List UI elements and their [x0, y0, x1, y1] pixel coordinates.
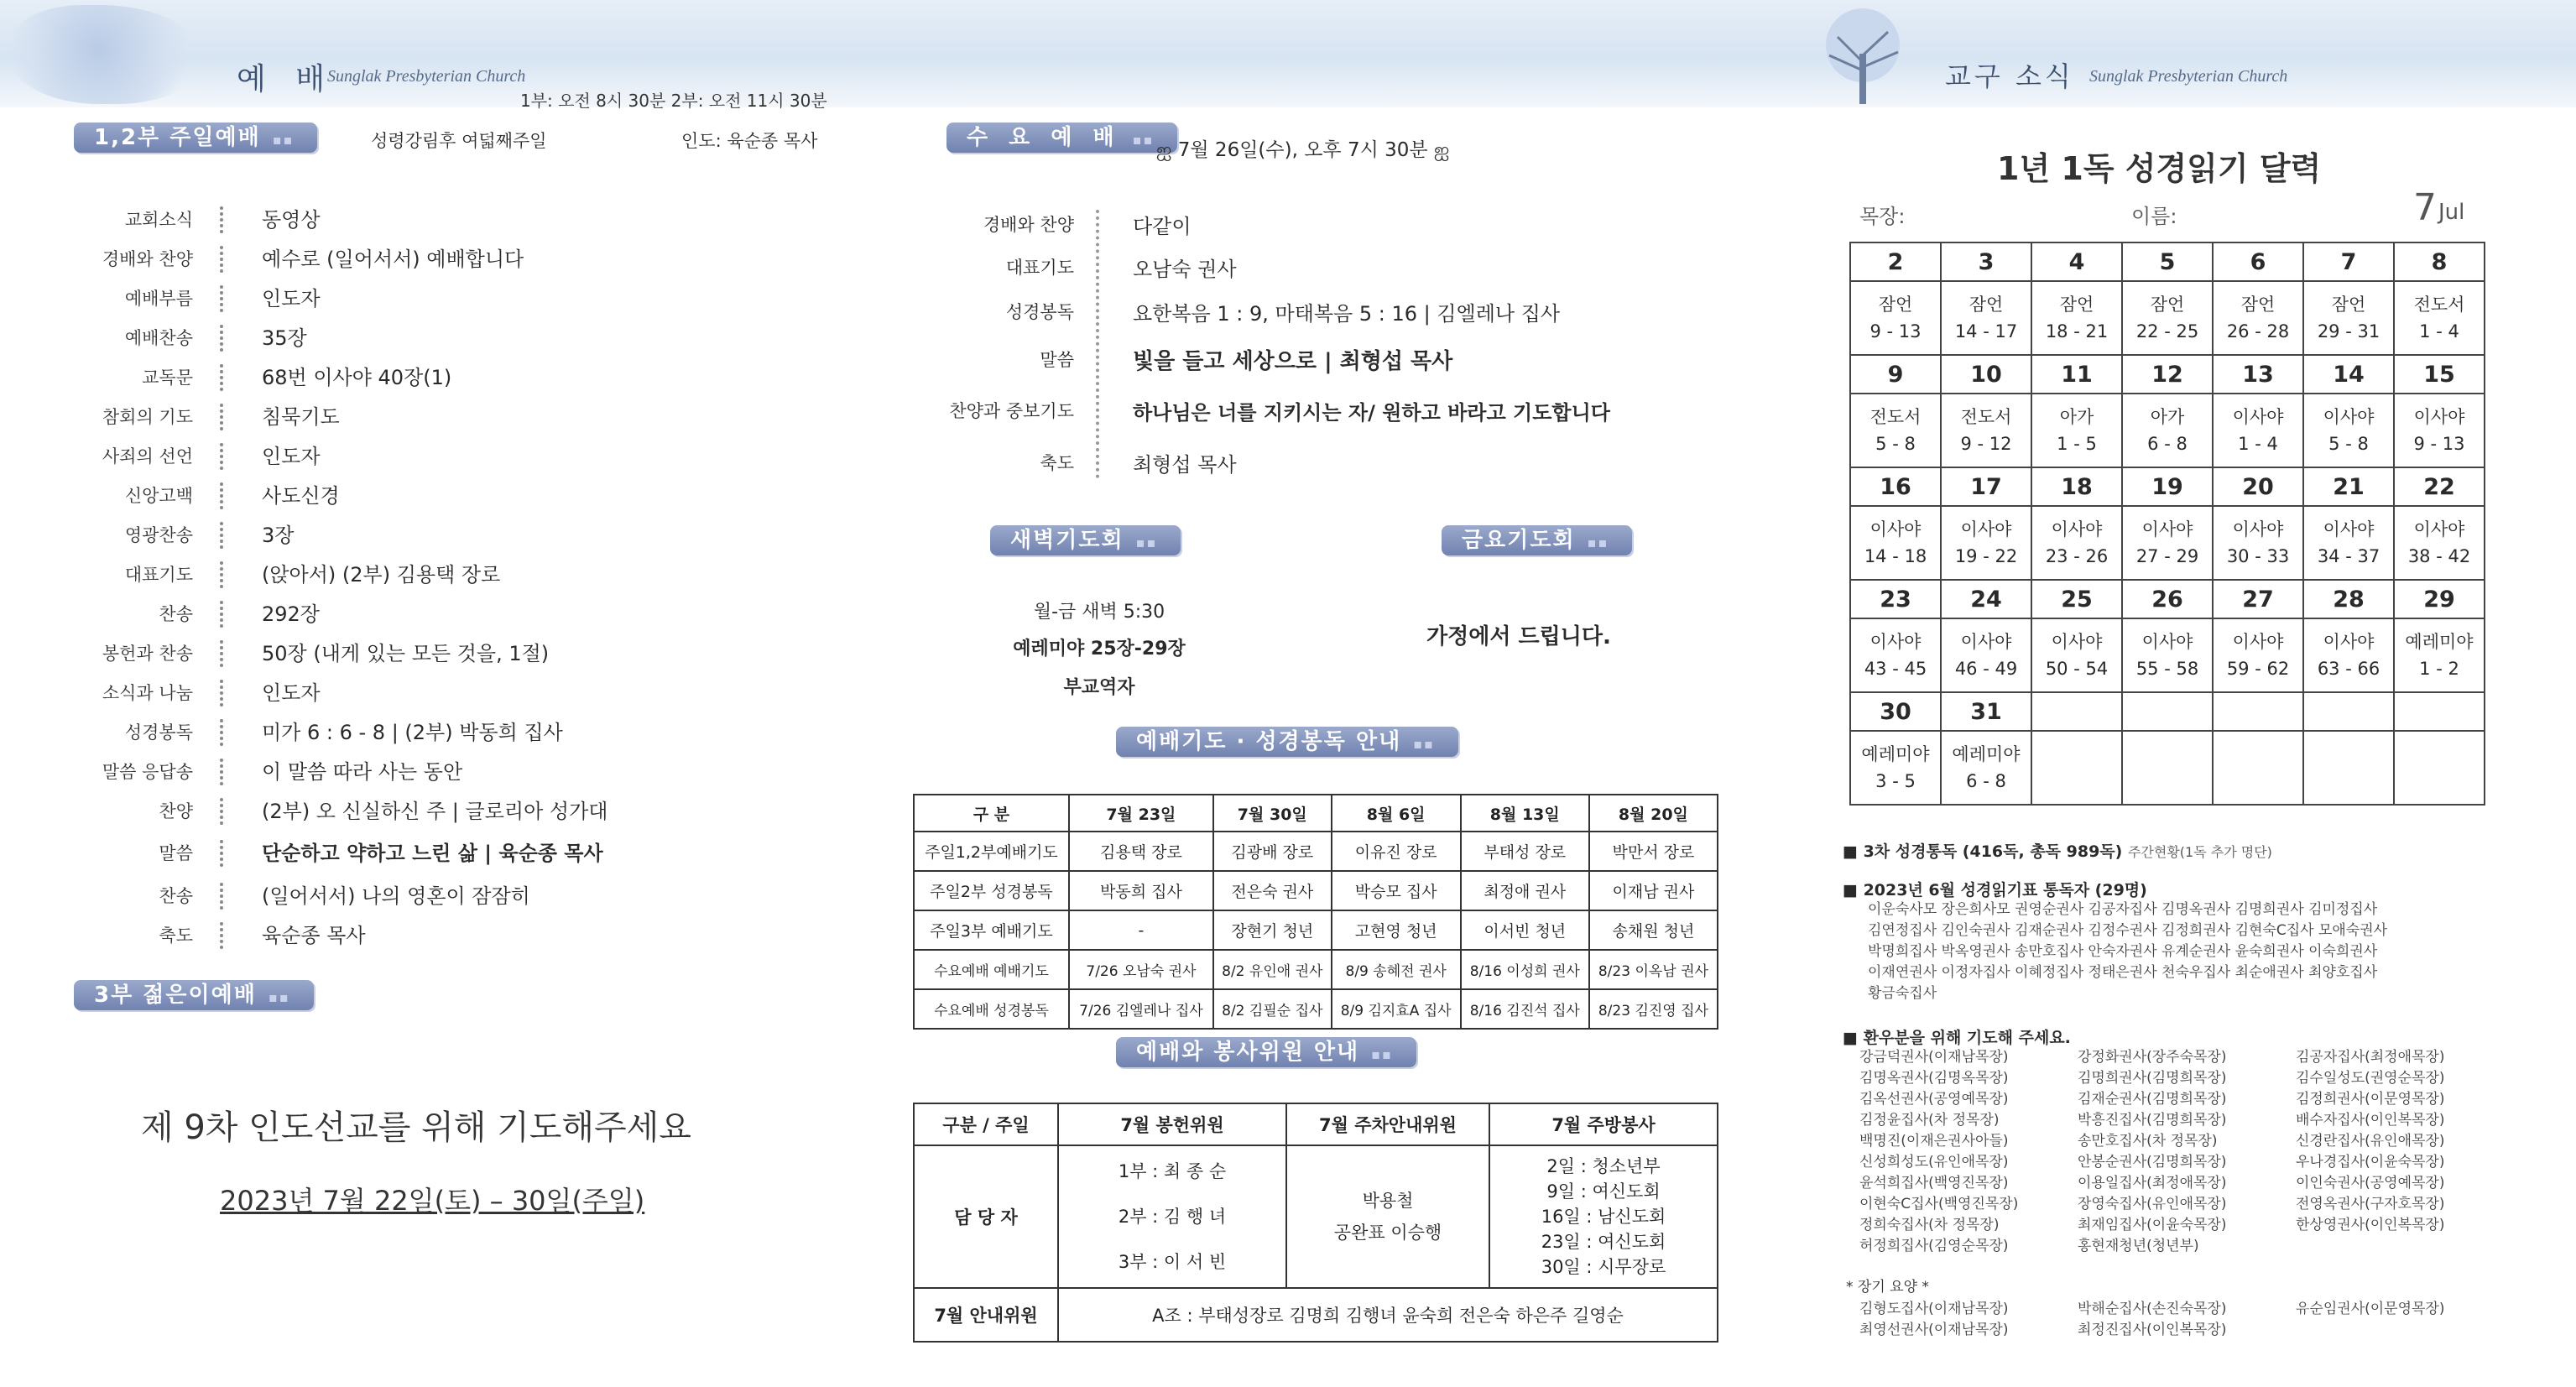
longterm-list: 김형도집사(이재남목장) 박해순집사(손진숙목장) 유순임권사(이문영목장) 최영선권사(이재남목장) 최정진집사(이인복목장) — [1859, 1301, 2445, 1338]
dawn-leader: 부교역자 — [1063, 677, 1135, 698]
order-item: 교독문 68번 이사야 40장(1) — [142, 366, 452, 389]
completion-list: 이운숙사모 장은희사모 권영순권사 김공자집사 김명옥권사 김명희권사 김미정집사 김연정집사 김인숙권사 김재순권사 김정수권사 김정희권사 김현숙C집사 모애숙권사 박명희집사 박옥영권사 송만호집사 안숙자권사 유계순권사 윤숙희권사 이숙희권사 이재연권사 이정자집사 이혜정집사 정태은권사 천숙우집사 최순애권사 최양호집사 황금숙집사 — [1868, 901, 2388, 1002]
dawn-time: 월-금 새벽 5:30 — [1033, 602, 1165, 623]
worship-section-title: 예 배 — [237, 62, 335, 96]
order-item: 찬양 (2부) 오 신실하신 주 | 글로리아 성가대 — [159, 800, 608, 823]
order-item: 경배와 찬양 예수로 (일어서서) 예배합니다 — [102, 248, 524, 271]
flower-illustration — [12, 5, 205, 104]
tree-illustration — [1804, 3, 1922, 106]
table-row: 수요예배 성경봉독 7/26 김엘레나 집사 8/2 김필순 집사 8/9 김지효A 집사 8/16 김진석 집사 8/23 김진영 집사 — [914, 989, 1718, 1029]
order-item: 교회소식 동영상 — [124, 208, 321, 232]
order-item: 참회의 기도 침묵기도 — [102, 405, 340, 429]
service-times: 1부: 오전 8시 30분 2부: 오전 11시 30분 — [520, 91, 827, 111]
table-row: 수요예배 예배기도 7/26 오남숙 권사 8/2 유인애 권사 8/9 송혜전 권사 8/16 이성희 권사 8/23 이옥남 권사 — [914, 950, 1718, 989]
order-item: 성경봉독 미가 6 : 6 - 8 | (2부) 박동희 집사 — [124, 721, 563, 744]
sunday-worship-badge: 1,2부 주일예배 ▪▪ — [74, 123, 317, 153]
order-item: 봉헌과 찬송 50장 (내게 있는 모든 것을, 1절) — [102, 642, 550, 665]
friday-prayer-badge: 금요기도회 ▪▪ — [1442, 525, 1632, 555]
order-item: 축도 육순종 목사 — [159, 924, 366, 947]
patients-title: ■ 환우분을 위해 기도해 주세요. — [1843, 1029, 2071, 1047]
month-name: Jul — [2438, 200, 2465, 225]
table-row: 주일1,2부예배기도 김용택 장로 김광배 장로 이유진 장로 부태성 장로 박만서 장로 — [914, 832, 1718, 871]
church-name-left: Sunglak Presbyterian Church — [327, 67, 526, 86]
wednesday-time: ஐ 7월 26일(수), 오후 7시 30분 ஐ — [1156, 139, 1450, 161]
volunteer-badge: 예배와 봉사위원 안내 ▪▪ — [1116, 1037, 1416, 1067]
mokjang-label: 목장: — [1859, 205, 1906, 228]
liturgical-season: 성령강림후 여덟째주일 — [371, 131, 547, 151]
order-item: 예배찬송 35장 — [124, 326, 307, 350]
worship-leader: 인도: 육순종 목사 — [681, 131, 818, 151]
table-row: 담 당 자 1부 : 최 종 순 2부 : 김 행 녀 3부 : 이 서 빈 박용철 공완표 이승행 2일 : 청소년부 9일 : 여신도회 16일 : 남신도회 23일 : 여신도회 30일 : 시무장로 — [914, 1145, 1718, 1288]
order-item: 말씀 응답송 이 말씀 따라 사는 동안 — [102, 760, 463, 784]
order-item: 영광찬송 3장 — [124, 524, 295, 547]
table-row: 주일3부 예배기도 - 장현기 청년 고현영 청년 이서빈 청년 송채원 청년 — [914, 910, 1718, 950]
order-item: 찬송 (일어서서) 나의 영혼이 잠잠히 — [159, 884, 530, 908]
mission-prayer-title: 제 9차 인도선교를 위해 기도해주세요 — [141, 1108, 691, 1147]
order-item: 신앙고백 사도신경 — [124, 484, 340, 508]
church-name-right: Sunglak Presbyterian Church — [2089, 67, 2288, 86]
youth-worship-badge: 3부 젊은이예배 ▪▪ — [74, 980, 314, 1010]
table-row: 주일2부 성경봉독 박동희 집사 전은숙 권사 박승모 집사 최정애 권사 이재남 권사 — [914, 871, 1718, 910]
prayer-schedule-table: 구 분 7월 23일 7월 30일 8월 6일 8월 13일 8월 20일 주일1,2부예배기도 김용택 장로 김광배 장로 이유진 장로 부태성 장로 박만서 장로 주일2부 성경봉독 박동희 집사 전은숙 권사 박승모 집사 최정애 권사 이재남 권사 주일3부 예배기도 - 장현기 청년 고현영 청년 이서빈 청년 송채원 청년 수요예배 예배기도 7/26 오남숙 권사 8/2 유인애 권사 8/9 송혜전 권사 8/16 이성희 권사 8/23 이옥남 권사 수요예배 성경봉독 7/26 김엘레나 집사 8/2 김필순 집사 8/9 김지효A 집사 8/16 김진석 집사 8/23 김진영 집사 — [913, 794, 1718, 1030]
table-row: 7월 안내위원 A조 : 부태성장로 김명희 김행녀 윤숙희 전은숙 하은주 길영순 — [914, 1288, 1718, 1342]
completion-title: ■ 2023년 6월 성경읽기표 통독자 (29명) — [1843, 881, 2147, 899]
wednesday-order-divider — [1096, 210, 1099, 478]
order-item: 소식과 나눔 인도자 — [102, 681, 321, 705]
reading-calendar: 2 3 4 5 6 7 8 잠언 9 - 13 잠언 14 - 17 잠언 18 - 21 잠언 22 - 25 잠언 26 - 28 잠언 29 - 31 전도서 1 - 4 9 10 11 12 13 14 15 전도서 5 - 8 전도서 9 - 12 아가 1 - 5 아가 6 - 8 이사야 1 - 4 이사야 5 - 8 이사야 9 - 13 16 17 18 19 20 21 22 이사야 14 - 18 이사야 19 - 22 이사야 23 - 26 이사야 27 - 29 이사야 30 - 33 이사야 34 - 37 이사야 38 - 42 23 24 25 26 27 28 29 이사야 43 - 45 이사야 46 - 49 이사야 50 - 54 이사야 55 - 58 이사야 59 - 62 이사야 63 - 66 예레미야 1 - 2 30 31 예레미야 3 - 5 예레미야 6 - 8 — [1849, 242, 2485, 806]
order-item: 찬송 292장 — [159, 602, 320, 626]
volunteer-table: 구분 / 주일 7월 봉헌위원 7월 주차안내위원 7월 주방봉사 담 당 자 1부 : 최 종 순 2부 : 김 행 녀 3부 : 이 서 빈 박용철 공완표 이승행 2일 : 청소년부 9일 : 여신도회 16일 : 남신도회 23일 : 여신도회 30일 : 시무장로 7월 안내위원 A조 : 부태성장로 김명희 김행녀 윤숙희 전은숙 하은주 길영순 — [913, 1103, 1718, 1343]
order-item: 대표기도 (앉아서) (2부) 김용택 장로 — [124, 563, 501, 587]
parish-news-title: 교구 소식 — [1945, 60, 2074, 92]
dawn-reading: 예레미야 25장-29장 — [1013, 639, 1186, 660]
month-number: 7 — [2413, 186, 2437, 229]
patients-list: 강금덕권사(이재남목장) 강정화권사(장주숙목장) 김공자집사(최정애목장) 김명옥권사(김명옥목장) 김명희권사(김명희목장) 김수일성도(권영순목장) 김옥선권사(공영예목장) 김재순권사(김명희목장) 김정희권사(이문영목장) 김정윤집사(차 정목장) 박흥진집사(김명희목장) 배수자집사(이인복목장) 백명진(이재은권사아들) 송만호집사(차 정목장) 신경란집사(유인애목장) 신성희성도(유인애목장) 안봉순권사(김명희목장) 우나경집사(이윤숙목장) 윤석희집사(백영진목장) 이용일집사(최정애목장) 이인숙권사(공영예목장) 이현숙C집사(백영진목장) 장영숙집사(유인애목장) 전영옥권사(구자호목장) 정희숙집사(차 정목장) 최재임집사(이윤숙목장) 한상영권사(이인복목장) 허정희집사(김영순목장) 홍현재청년(청년부) — [1859, 1049, 2445, 1254]
order-item: 사죄의 선언 인도자 — [102, 445, 321, 468]
longterm-title: * 장기 요양 * — [1846, 1279, 1929, 1296]
header-banner — [0, 0, 2576, 111]
reading-status-title: ■ 3차 성경통독 (416독, 총독 989독) 주간현황(1독 추가 명단) — [1843, 842, 2272, 861]
order-item: 예배부름 인도자 — [124, 287, 321, 310]
calendar-title: 1년 1독 성경읽기 달력 — [1997, 150, 2322, 187]
friday-note: 가정에서 드립니다. — [1426, 624, 1611, 649]
prayer-schedule-badge: 예배기도 · 성경봉독 안내 ▪▪ — [1116, 727, 1458, 757]
mission-dates: 2023년 7월 22일(토) – 30일(주일) — [220, 1185, 645, 1217]
order-item-sermon: 말씀 단순하고 약하고 느린 삶 | 육순종 목사 — [159, 842, 603, 865]
name-label: 이름: — [2131, 205, 2177, 228]
wednesday-worship-badge: 수 요 예 배 ▪▪ — [946, 123, 1177, 153]
dawn-prayer-badge: 새벽기도회 ▪▪ — [990, 525, 1181, 555]
